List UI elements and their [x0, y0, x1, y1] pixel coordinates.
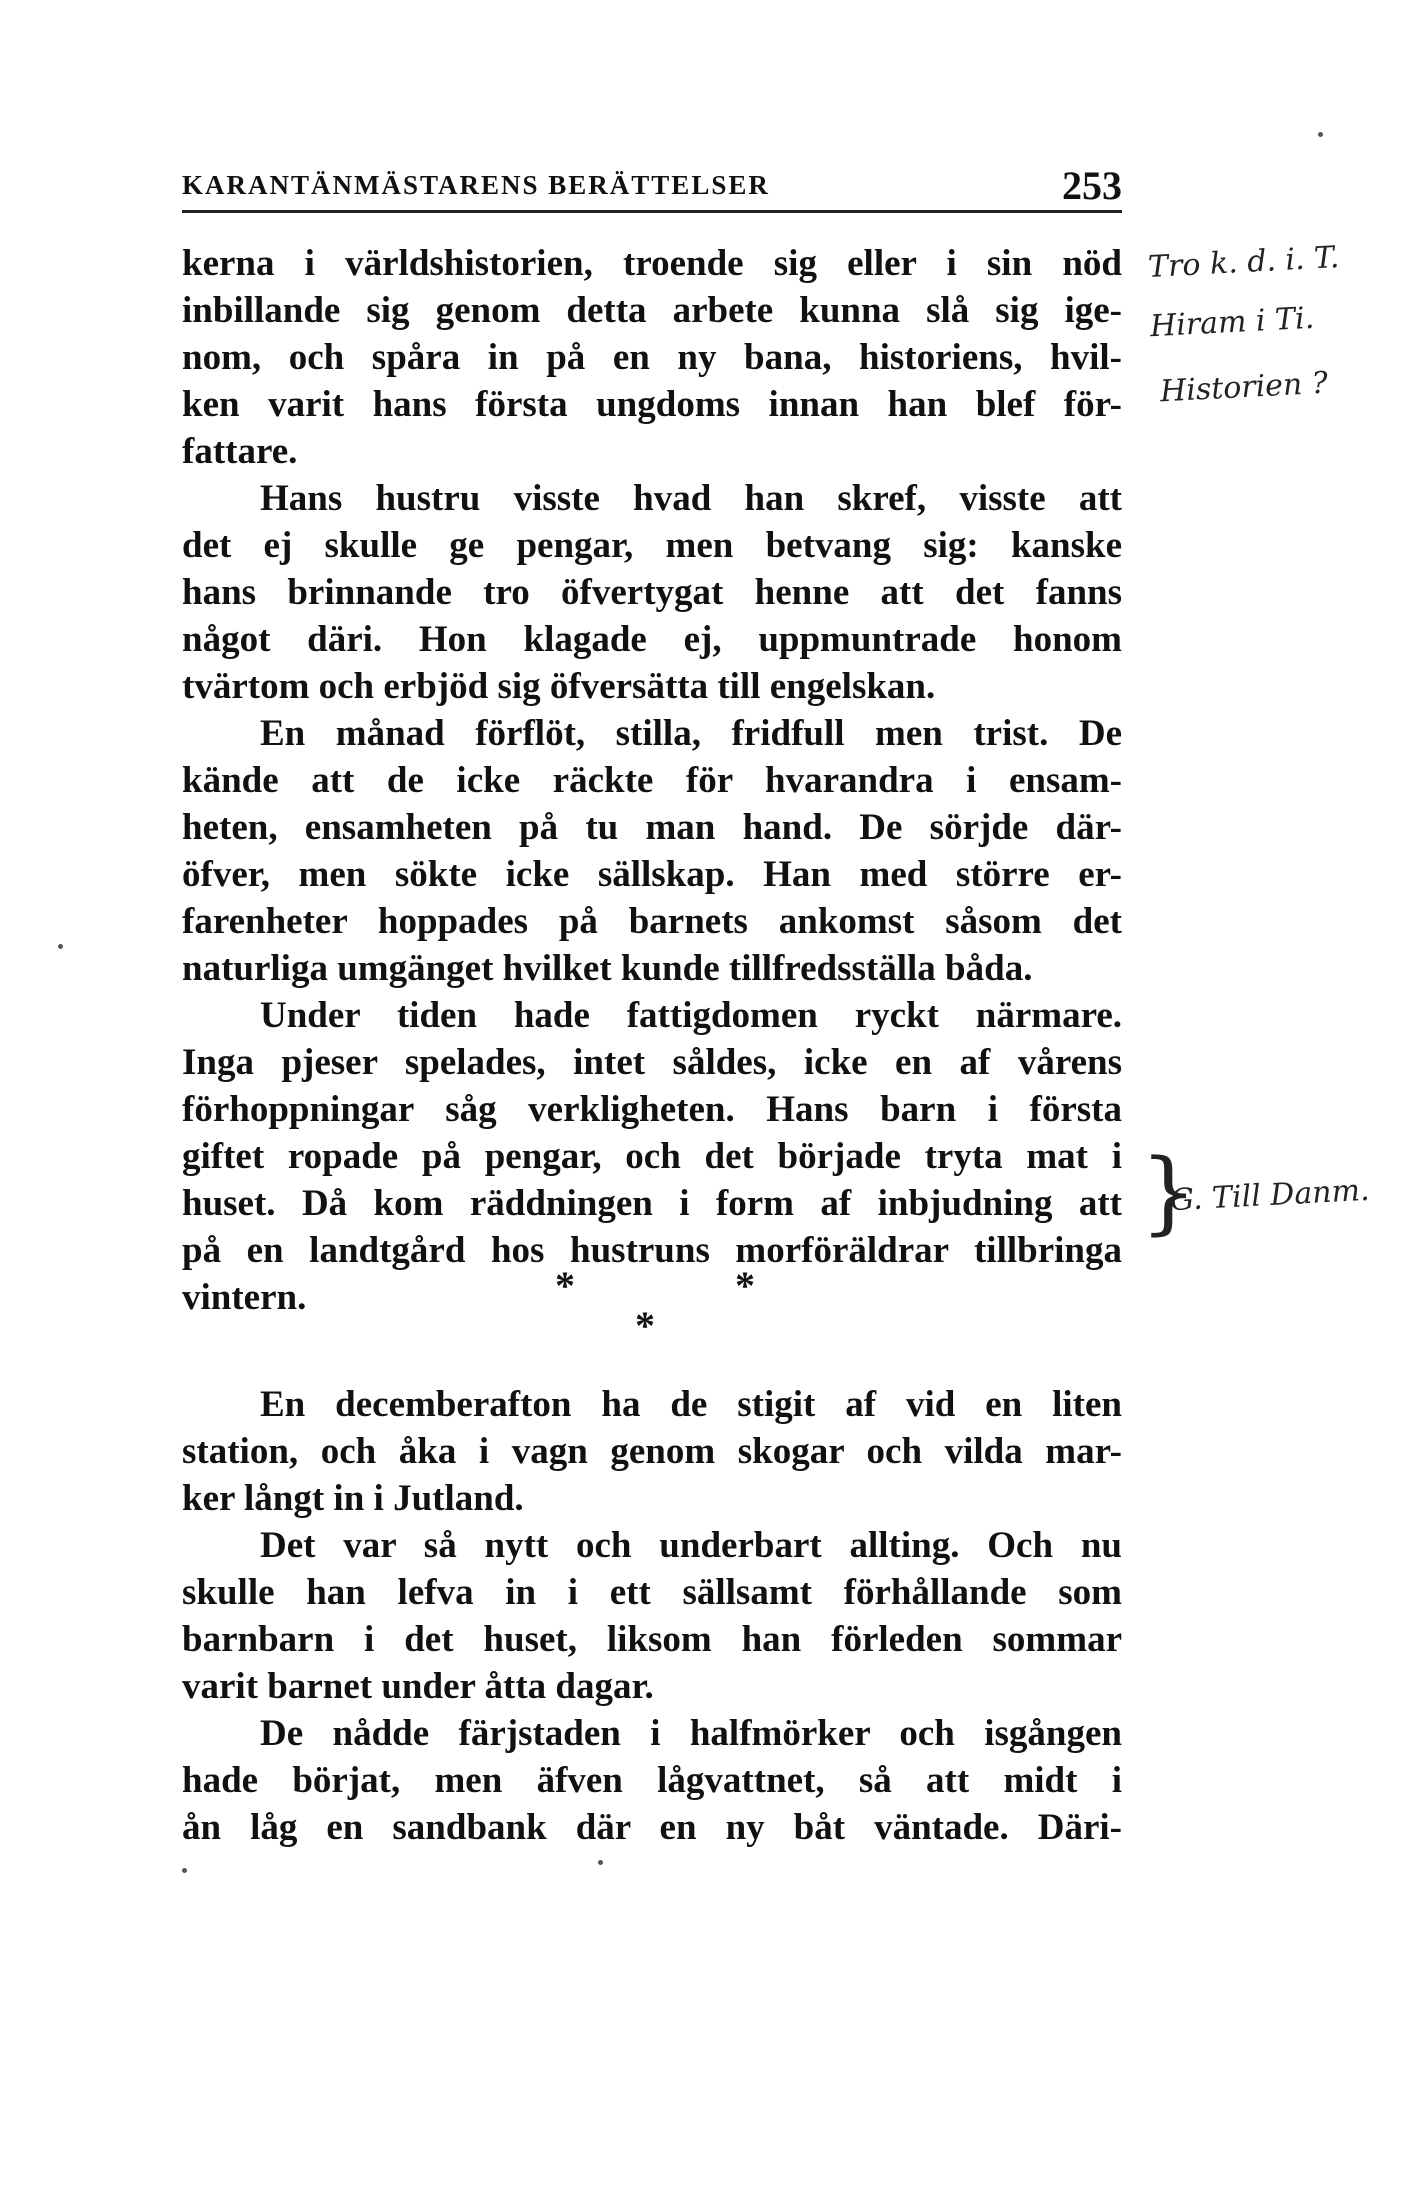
margin-note: Historien ? — [1159, 365, 1329, 410]
text-line: fattare. — [182, 431, 298, 472]
paragraph-start: Under tiden hade fattigdomen ryckt närmare. — [260, 995, 1122, 1036]
speck — [182, 1868, 187, 1873]
paragraph-start: De nådde färjstaden i halfmörker och isgången — [260, 1713, 1122, 1754]
text-line: öfver, men sökte icke sällskap. Han med större er- — [182, 854, 1122, 895]
speck — [1318, 132, 1323, 137]
paragraph-start: En decemberafton ha de stigit af vid en liten — [260, 1384, 1122, 1425]
text-line: giftet ropade på pengar, och det började tryta mat i — [182, 1136, 1122, 1177]
paragraph-start: Det var så nytt och underbart allting. Och nu — [260, 1525, 1122, 1566]
text-line: varit barnet under åtta dagar. — [182, 1666, 654, 1707]
text-line: hans brinnande tro öfvertygat henne att det fanns — [182, 572, 1122, 613]
text-line: kerna i världshistorien, troende sig eller i sin nöd — [182, 243, 1122, 284]
text-line: inbillande sig genom detta arbete kunna slå sig ige- — [182, 290, 1122, 331]
section-asterisk: * — [555, 1263, 575, 1308]
text-line: ån låg en sandbank där en ny båt väntade. Däri- — [182, 1807, 1122, 1848]
speck — [58, 944, 63, 949]
section-asterisk: * — [735, 1263, 755, 1308]
text-line: farenheter hoppades på barnets ankomst såsom det — [182, 901, 1122, 942]
text-line: Inga pjeser spelades, intet såldes, icke en af vårens — [182, 1042, 1122, 1083]
margin-note: Tro k. d. i. T. — [1147, 240, 1341, 285]
text-line: tvärtom och erbjöd sig öfversätta till engelskan. — [182, 666, 936, 707]
text-line: huset. Då kom räddningen i form af inbjudning att — [182, 1183, 1122, 1224]
margin-note: G. Till Danm. — [1169, 1172, 1371, 1219]
text-line: kände att de icke räckte för hvarandra i ensam- — [182, 760, 1122, 801]
margin-note: Hiram i Ti. — [1149, 300, 1316, 345]
paragraph-start: En månad förflöt, stilla, fridfull men trist. De — [260, 713, 1122, 754]
text-line: något däri. Hon klagade ej, uppmuntrade honom — [182, 619, 1122, 660]
speck — [598, 1860, 603, 1865]
text-line: nom, och spåra in på en ny bana, historiens, hvil- — [182, 337, 1122, 378]
text-line: heten, ensamheten på tu man hand. De sörjde där- — [182, 807, 1122, 848]
running-header — [182, 160, 1122, 213]
section-asterisk: * — [635, 1303, 655, 1348]
text-line: naturliga umgänget hvilket kunde tillfredsställa båda. — [182, 948, 1033, 989]
paragraph-start: Hans hustru visste hvad han skref, visste att — [260, 478, 1122, 519]
header-title: KARANTÄNMÄSTARENS BERÄTTELSER — [182, 170, 770, 200]
text-line: hade börjat, men äfven lågvattnet, så att midt i — [182, 1760, 1122, 1801]
text-line: skulle han lefva in i ett sällsamt förhållande som — [182, 1572, 1122, 1613]
text-line: det ej skulle ge pengar, men betvang sig: kanske — [182, 525, 1122, 566]
text-line: ker långt in i Jutland. — [182, 1478, 524, 1519]
text-line: station, och åka i vagn genom skogar och vilda mar- — [182, 1431, 1122, 1472]
text-line: förhoppningar såg verkligheten. Hans barn i första — [182, 1089, 1122, 1130]
text-line: barnbarn i det huset, liksom han förleden sommar — [182, 1619, 1122, 1660]
text-line: ken varit hans första ungdoms innan han blef för- — [182, 384, 1122, 425]
text-line: på en landtgård hos hustruns morföräldrar tillbringa — [182, 1230, 1122, 1271]
text-line: vintern. — [182, 1277, 307, 1318]
page-number: 253 — [1062, 163, 1122, 208]
margin-brace: } — [1140, 1140, 1198, 1245]
